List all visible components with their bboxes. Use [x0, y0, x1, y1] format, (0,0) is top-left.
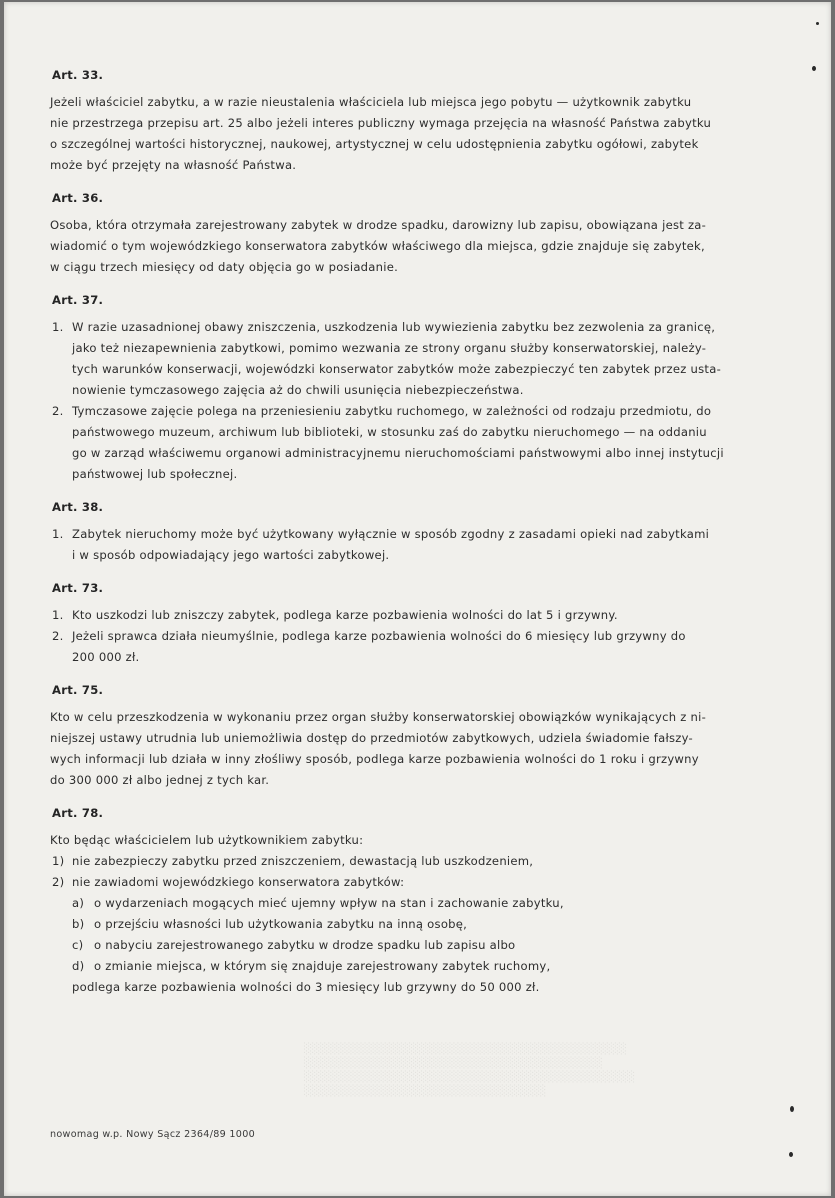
- point-number: 2): [52, 875, 65, 889]
- text-line: Jeżeli sprawca działa nieumyślnie, podlega karze pozbawienia wolności do 6 miesięcy lub grzywny do: [72, 629, 686, 643]
- article-37: [50, 293, 770, 485]
- point-number: 2.: [52, 404, 64, 418]
- article-title: Art. 38.: [52, 500, 104, 514]
- text-line: państwowej lub społecznej.: [72, 467, 238, 481]
- article-title: Art. 75.: [52, 683, 104, 697]
- article-title: Art. 78.: [52, 806, 104, 820]
- text-line: o przejściu własności lub użytkowania zabytku na inną osobę,: [94, 917, 468, 931]
- sub-point-letter: a): [72, 896, 85, 910]
- article-point: [50, 872, 770, 998]
- sub-point-letter: c): [72, 938, 84, 952]
- article-73: [50, 581, 770, 668]
- text-line: tych warunków konserwacji, wojewódzki konserwator zabytków może zabezpieczyć ten zabytek przez usta-: [72, 362, 722, 376]
- text-line: nie zabezpieczy zabytku przed zniszczeniem, dewastacją lub uszkodzeniem,: [72, 854, 534, 868]
- article-paragraph: [50, 707, 770, 791]
- text-line: do 300 000 zł albo jednej z tych kar.: [50, 773, 270, 787]
- text-line: nowienie tymczasowego zajęcia aż do chwili usunięcia niebezpieczeństwa.: [72, 383, 524, 397]
- article-point: [50, 851, 770, 872]
- sub-point: [72, 893, 770, 914]
- text-line: W razie uzasadnionej obawy zniszczenia, uszkodzenia lub wywiezienia zabytku bez zezwolenia za granicę,: [72, 320, 716, 334]
- text-line: o szczególnej wartości historycznej, naukowej, artystycznej w celu udostępnienia zabytku ogółowi, zabytek: [50, 137, 699, 151]
- text-line: nie zawiadomi wojewódzkiego konserwatora zabytków:: [72, 875, 405, 889]
- article-title: Art. 37.: [52, 293, 104, 307]
- text-line: jako też niezapewnienia zabytkowi, pomimo wezwania ze strony organu służby konserwatorskiej, należy-: [72, 341, 707, 355]
- text-line: państwowego muzeum, archiwum lub biblioteki, w stosunku zaś do zabytku nieruchomego — na oddaniu: [72, 425, 707, 439]
- text-line: i w sposób odpowiadający jego wartości zabytkowej.: [72, 548, 390, 562]
- printer-imprint: nowomag w.p. Nowy Sącz 2364/89 1000: [50, 1129, 256, 1140]
- article-title: Art. 73.: [52, 581, 104, 595]
- article-33: [50, 68, 770, 176]
- article-38: [50, 500, 770, 566]
- text-line: go w zarząd właściwemu organowi administracyjnemu nieruchomościami państwowymi albo innej instytucji: [72, 446, 724, 460]
- sub-point: [72, 914, 770, 935]
- document-page: [4, 2, 831, 1196]
- document-body: [50, 68, 770, 1013]
- ink-speck: [812, 66, 816, 71]
- article-36: [50, 191, 770, 278]
- point-number: 1): [52, 854, 65, 868]
- article-point: [50, 317, 770, 401]
- sub-point-letter: d): [72, 959, 85, 973]
- text-line: niejszej ustawy utrudnia lub uniemożliwia dostęp do przedmiotów zabytkowych, udziela świadomie fałszy-: [50, 731, 693, 745]
- article-paragraph: [50, 92, 770, 176]
- point-number: 1.: [52, 320, 64, 334]
- point-number: 1.: [52, 608, 64, 622]
- sub-point-letter: b): [72, 917, 85, 931]
- text-line: o wydarzeniach mogących mieć ujemny wpływ na stan i zachowanie zabytku,: [94, 896, 564, 910]
- text-line: o nabyciu zarejestrowanego zabytku w drodze spadku lub zapisu albo: [94, 938, 516, 952]
- point-number: 2.: [52, 629, 64, 643]
- ink-speck: [816, 22, 819, 25]
- sub-point: [72, 935, 770, 956]
- text-line: wych informacji lub działa w inny złośliwy sposób, podlega karze pozbawienia wolności do 1 roku i grzywny: [50, 752, 699, 766]
- article-title: Art. 33.: [52, 68, 104, 82]
- article-intro: [50, 830, 770, 851]
- text-line: Tymczasowe zajęcie polega na przeniesieniu zabytku ruchomego, w zależności od rodzaju przedmiotu, do: [72, 404, 712, 418]
- article-point: [50, 605, 770, 626]
- article-point: [50, 626, 770, 668]
- text-line: Jeżeli właściciel zabytku, a w razie nieustalenia właściciela lub miejsca jego pobytu — użytkownik zabytku: [50, 95, 692, 109]
- text-line: podlega karze pozbawienia wolności do 3 miesięcy lub grzywny do 50 000 zł.: [72, 980, 540, 994]
- article-title: Art. 36.: [52, 191, 104, 205]
- ink-speck: [790, 1106, 794, 1112]
- article-75: [50, 683, 770, 791]
- text-line: w ciągu trzech miesięcy od daty objęcia go w posiadanie.: [50, 260, 399, 274]
- text-line: o zmianie miejsca, w którym się znajduje zarejestrowany zabytek ruchomy,: [94, 959, 551, 973]
- text-line: Osoba, która otrzymała zarejestrowany zabytek w drodze spadku, darowizny lub zapisu, obowiązana jest za-: [50, 218, 707, 232]
- text-line: nie przestrzega przepisu art. 25 albo jeżeli interes publiczny wymaga przejęcia na własność Państwa zabytku: [50, 116, 712, 130]
- bleed-through-text: ░░░░░░░░░░░░░░░░░░░░░░░░░░░░░░░░░░░░░░░░ ░░░░░░░░░░░░░░░░░░░░░░░░░░░░░░░░░░░░░ ░░░░░░░░░░░░░░░░░░░░░░░░░░░░░░░░░░░░░░░░░ ░░░░░░░░░░░░░░░░░░░░░░░░░░░░░░: [304, 1043, 636, 1097]
- text-line: Kto będąc właścicielem lub użytkownikiem zabytku:: [50, 833, 364, 847]
- article-point: [50, 524, 770, 566]
- text-line: Zabytek nieruchomy może być użytkowany wyłącznie w sposób zgodny z zasadami opieki nad zabytkami: [72, 527, 710, 541]
- text-line: Kto w celu przeszkodzenia w wykonaniu przez organ służby konserwatorskiej obowiązków wynikających z ni-: [50, 710, 707, 724]
- text-line: 200 000 zł.: [72, 650, 140, 664]
- text-line: wiadomić o tym wojewódzkiego konserwatora zabytków właściwego dla miejsca, gdzie znajduje się zabytek,: [50, 239, 705, 253]
- text-line: może być przejęty na własność Państwa.: [50, 158, 297, 172]
- article-paragraph: [50, 215, 770, 278]
- point-number: 1.: [52, 527, 64, 541]
- article-78: [50, 806, 770, 998]
- ink-speck: [789, 1152, 793, 1157]
- article-point: [50, 401, 770, 485]
- sub-point: [72, 956, 770, 977]
- text-line: Kto uszkodzi lub zniszczy zabytek, podlega karze pozbawienia wolności do lat 5 i grzywny.: [72, 608, 618, 622]
